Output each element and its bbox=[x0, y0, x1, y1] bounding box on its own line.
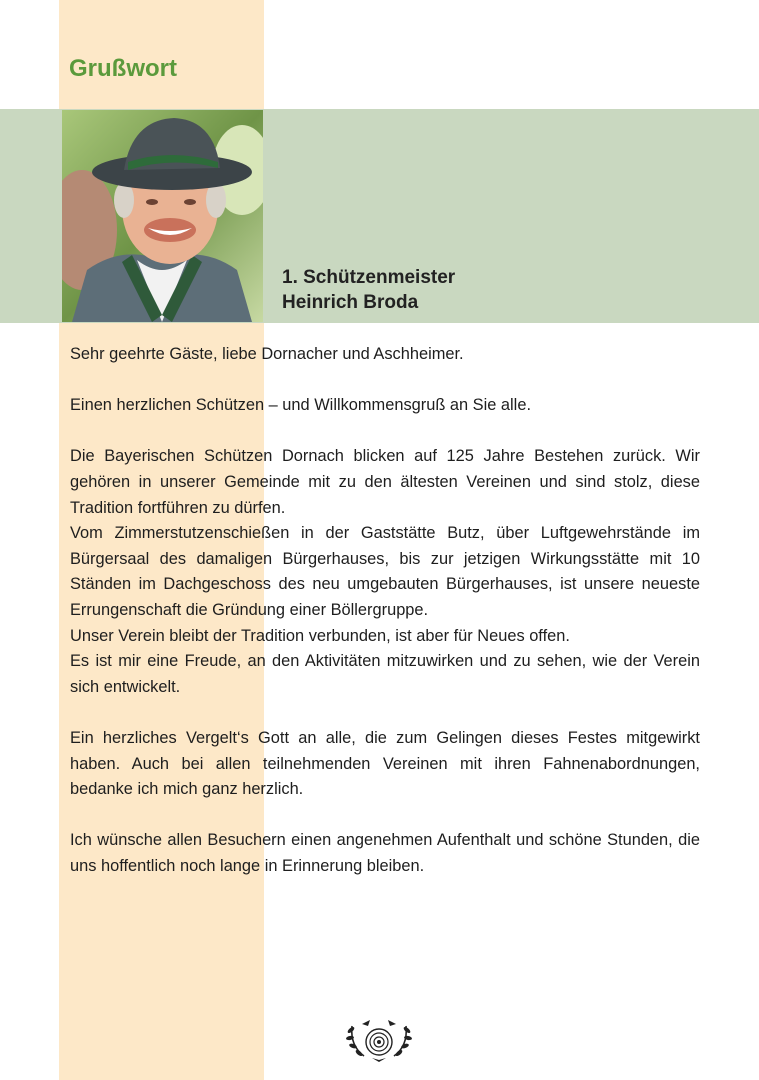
author-role: 1. Schützenmeister bbox=[282, 267, 456, 288]
page-title: Grußwort bbox=[69, 55, 177, 82]
portrait-photo-icon bbox=[62, 110, 263, 322]
letter-greeting: Sehr geehrte Gäste, liebe Dornacher und Aschheimer. bbox=[70, 345, 464, 363]
letter-body bbox=[70, 342, 700, 905]
letter-closing: Ich wünsche allen Besuchern einen angenehmen Aufenthalt und schöne Stunden, die uns hoffentlich noch lange in Erinnerung bleiben. bbox=[70, 831, 700, 875]
letter-history-line: Vom Zimmerstutzenschießen in der Gaststätte Butz, über Luftgewehrstände im Bürgersaal des damaligen Bürgerhauses, bis zur jetzigen Wirkungsstätte mit 10 Ständen im Dachgeschoss des neu umgebauten Bürgerhauses, ist unsere neueste Errungenschaft die Gründung einer Böllergruppe. bbox=[70, 524, 700, 619]
letter-welcome: Einen herzlichen Schützen – und Willkommensgruß an Sie alle. bbox=[70, 396, 531, 415]
target-wreath-emblem-icon bbox=[342, 1016, 416, 1064]
letter-thanks: Ein herzliches Vergelt‘s Gott an alle, die zum Gelingen dieses Festes mitgewirkt haben. Auch bei allen teilnehmenden Vereinen mit ihren Fahnenabordnungen, bedanke ich mich ganz herzlich. bbox=[70, 728, 700, 799]
letter-history-line: Es ist mir eine Freude, an den Aktivitäten mitzuwirken und zu sehen, wie der Verein sich entwickelt. bbox=[70, 652, 700, 696]
author-name: Heinrich Broda bbox=[282, 292, 419, 313]
author-block bbox=[282, 265, 455, 315]
letter-history-line: Die Bayerischen Schützen Dornach blicken auf 125 Jahre Bestehen zurück. Wir gehören in unserer Gemeinde mit zu den ältesten Vereinen und sind stolz, diese Tradition fortführen zu dürfen. bbox=[70, 447, 700, 517]
letter-history-line: Unser Verein bleibt der Tradition verbunden, ist aber für Neues offen. bbox=[70, 626, 570, 645]
